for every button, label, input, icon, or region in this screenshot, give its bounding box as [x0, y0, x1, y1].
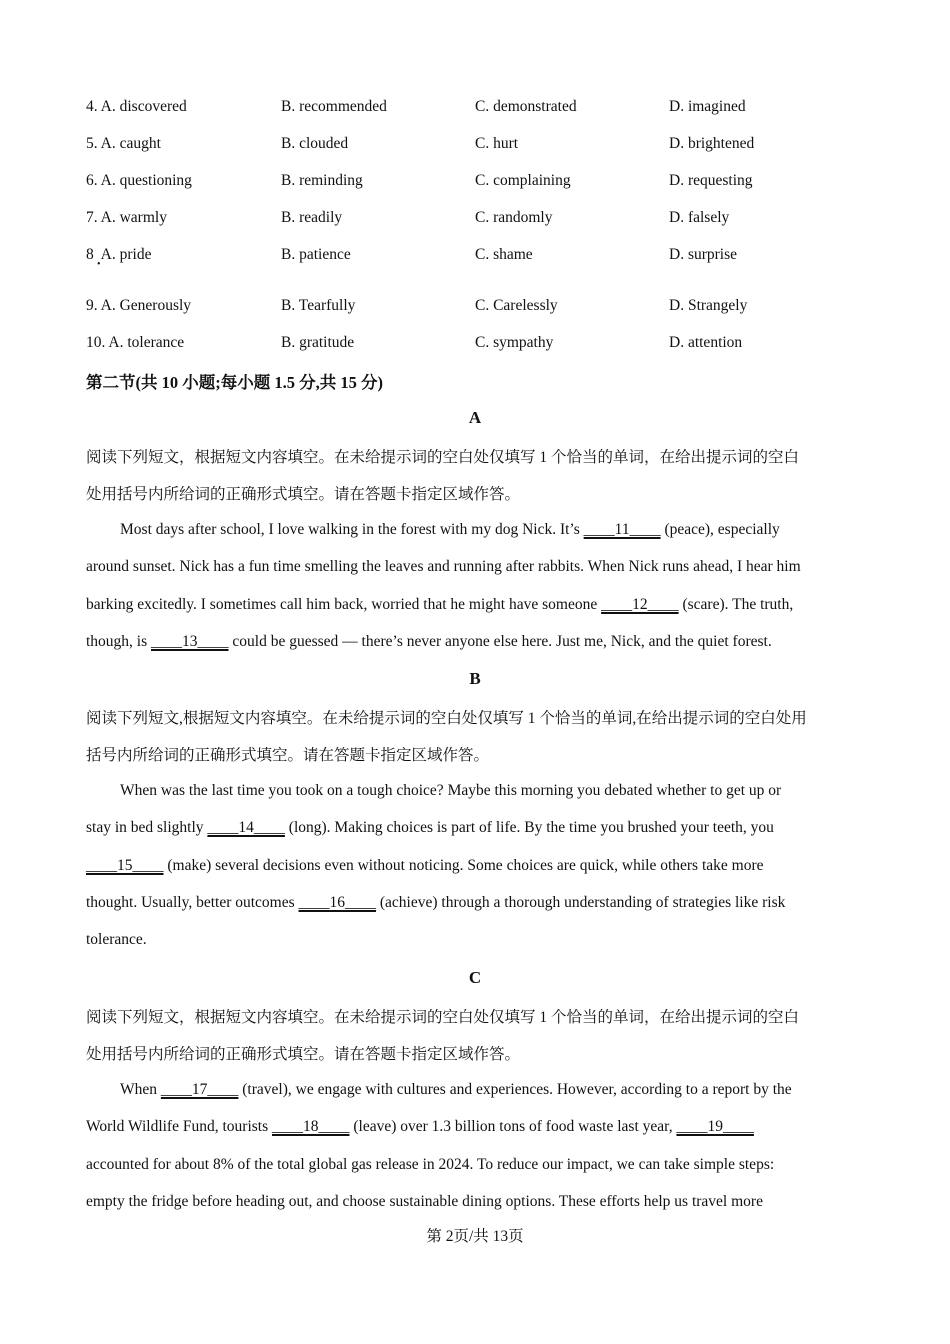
passage-b-line: ____15____ (make) several decisions even without noticing. Some choices are quick, while others take more: [86, 857, 764, 874]
option-b: B. readily: [281, 209, 343, 226]
blank-18: ____18____: [272, 1118, 350, 1135]
passage-a-letter: A: [468, 408, 482, 427]
option-a: 6. A. questioning: [86, 172, 192, 189]
blank-15: ____15____: [86, 857, 164, 874]
option-d: D. requesting: [669, 172, 753, 189]
option-b: B. recommended: [281, 98, 387, 115]
option-c: C. complaining: [475, 172, 571, 189]
passage-b-line: When was the last time you took on a tough choice? Maybe this morning you debated whether to get up or: [120, 782, 782, 799]
passage-b-line: tolerance.: [86, 931, 147, 948]
option-c: C. demonstrated: [475, 98, 577, 115]
option-d: D. surprise: [669, 246, 738, 263]
blank-16: ____16____: [298, 894, 377, 911]
passage-c-line: empty the fridge before heading out, and choose sustainable dining options. These efforts help us travel more: [86, 1193, 763, 1210]
option-b: B. patience: [281, 246, 351, 263]
blank-17: ____17____: [160, 1081, 239, 1098]
option-c: C. randomly: [475, 209, 553, 226]
passage-c-instruction: 阅读下列短文，根据短文内容填空。在未给提示词的空白处仅填写 1 个恰当的单词，在给出提示词的空白: [86, 1009, 800, 1026]
option-a: 8 A. pride: [86, 246, 152, 263]
option-b: B. Tearfully: [281, 297, 356, 314]
blank-14: ____14____: [207, 819, 285, 836]
blank-19: ____19____: [676, 1118, 754, 1135]
passage-c-line: When ____17____ (travel), we engage with cultures and experiences. However, according to a report by the: [120, 1081, 792, 1098]
question-row-10: [86, 334, 866, 356]
passage-a-line: though, is ____13____ could be guessed — there’s never anyone else here. Just me, Nick, and the quiet forest.: [86, 633, 772, 650]
stray-dot-mark: •: [97, 259, 101, 270]
option-d: D. imagined: [669, 98, 746, 115]
passage-c-line: accounted for about 8% of the total global gas release in 2024. To reduce our impact, we can take simple steps:: [86, 1156, 775, 1173]
passage-c-letter: C: [468, 968, 482, 987]
option-c: C. Carelessly: [475, 297, 558, 314]
section-heading: 第二节(共 10 小题;每小题 1.5 分,共 15 分): [86, 373, 383, 392]
option-d: D. falsely: [669, 209, 730, 226]
question-row-9: [86, 297, 866, 319]
passage-c-line: World Wildlife Fund, tourists ____18____ (leave) over 1.3 billion tons of food waste last year, ____19____: [86, 1118, 754, 1135]
question-row-7: [86, 209, 866, 231]
question-row-8: [86, 246, 866, 268]
passage-a-instruction: 阅读下列短文，根据短文内容填空。在未给提示词的空白处仅填写 1 个恰当的单词，在给出提示词的空白: [86, 449, 800, 466]
passage-a-instruction: 处用括号内所给词的正确形式填空。请在答题卡指定区域作答。: [86, 486, 521, 503]
option-c: C. hurt: [475, 135, 519, 152]
option-d: D. attention: [669, 334, 743, 351]
blank-12: ____12____: [601, 596, 679, 613]
option-d: D. Strangely: [669, 297, 748, 314]
option-c: C. shame: [475, 246, 533, 263]
blank-13: ____13____: [151, 633, 229, 650]
passage-c-instruction: 处用括号内所给词的正确形式填空。请在答题卡指定区域作答。: [86, 1046, 521, 1063]
option-a: 4. A. discovered: [86, 98, 187, 115]
option-a: 5. A. caught: [86, 135, 161, 152]
question-row-6: [86, 172, 866, 194]
option-a: 10. A. tolerance: [86, 334, 185, 351]
option-b: B. reminding: [281, 172, 363, 189]
passage-a-line: around sunset. Nick has a fun time smelling the leaves and running after rabbits. When Nick runs ahead, I hear him: [86, 558, 801, 575]
passage-a-line: Most days after school, I love walking in the forest with my dog Nick. It’s ____11____ (peace), especially: [120, 521, 780, 538]
option-c: C. sympathy: [475, 334, 554, 351]
question-row-5: [86, 135, 866, 157]
blank-11: ____11____: [583, 521, 661, 538]
question-row-4: [86, 98, 866, 120]
option-a: 7. A. warmly: [86, 209, 167, 226]
passage-b-line: stay in bed slightly ____14____ (long). Making choices is part of life. By the time you brushed your teeth, you: [86, 819, 774, 836]
option-d: D. brightened: [669, 135, 755, 152]
option-b: B. clouded: [281, 135, 349, 152]
passage-b-letter: B: [469, 669, 481, 688]
page-number: 第 2页/共 13页: [426, 1228, 524, 1245]
passage-b-instruction: 括号内所给词的正确形式填空。请在答题卡指定区域作答。: [86, 747, 490, 764]
passage-b-instruction: 阅读下列短文,根据短文内容填空。在未给提示词的空白处仅填写 1 个恰当的单词,在给出提示词的空白处用: [86, 710, 807, 727]
passage-b-line: thought. Usually, better outcomes ____16____ (achieve) through a thorough understanding of strategies like risk: [86, 894, 786, 911]
option-a: 9. A. Generously: [86, 297, 192, 314]
option-b: B. gratitude: [281, 334, 355, 351]
passage-a-line: barking excitedly. I sometimes call him back, worried that he might have someone ____12____ (scare). The truth,: [86, 596, 794, 613]
